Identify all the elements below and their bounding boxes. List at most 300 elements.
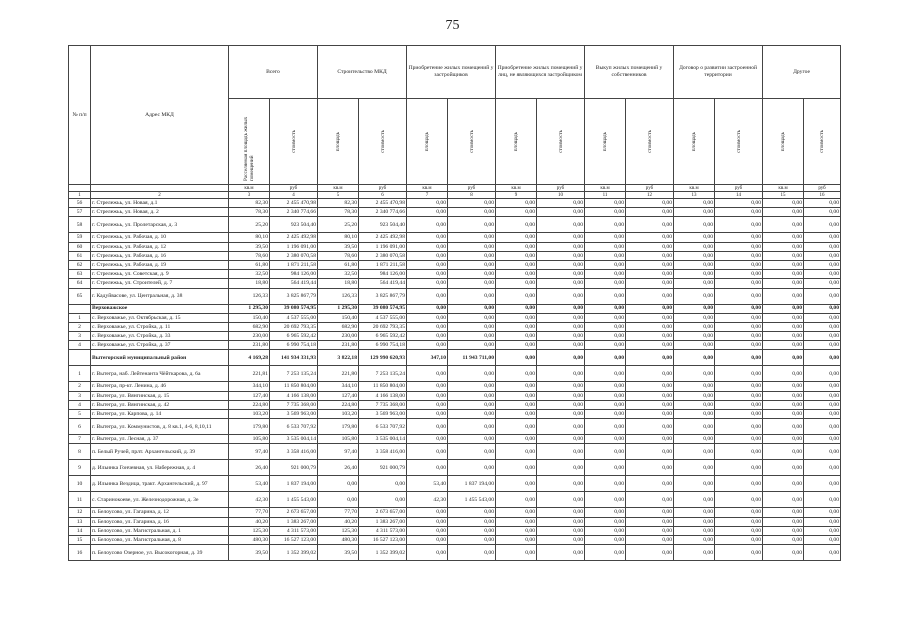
row-value: 0,00	[585, 460, 626, 476]
row-number: 3	[69, 391, 91, 400]
row-value: 0,00	[804, 199, 841, 208]
row-value: 0,00	[715, 460, 763, 476]
table-body	[69, 199, 841, 561]
row-value: 0,00	[804, 492, 841, 508]
row-value: 0,00	[448, 366, 496, 382]
row-value: 0,00	[763, 260, 804, 269]
row-value: 0,00	[674, 508, 715, 517]
table-row	[69, 260, 841, 269]
row-value: 0,00	[763, 460, 804, 476]
row-value: 78,30	[318, 208, 359, 217]
row-value: 0,00	[585, 217, 626, 233]
row-value: 0,00	[537, 313, 585, 322]
row-value: 0,00	[448, 288, 496, 304]
row-number: 64	[69, 279, 91, 288]
row-value: 0,00	[537, 517, 585, 526]
row-address: г. Стрележьь, ул. Рабочая, д. 19	[91, 260, 229, 269]
row-value: 1 455 543,00	[270, 492, 318, 508]
row-value: 0,00	[804, 508, 841, 517]
row-value: 2 380 070,58	[270, 251, 318, 260]
row-number: 63	[69, 270, 91, 279]
header-group-territory: Договор о развитии застроенной территории	[674, 46, 763, 99]
row-value: 0,00	[626, 545, 674, 561]
row-value: 0,00	[448, 322, 496, 331]
row-number: 4	[69, 341, 91, 350]
row-value: 0,00	[715, 492, 763, 508]
row-value: 0,00	[448, 270, 496, 279]
row-value: 0,00	[537, 460, 585, 476]
row-value: 0,00	[448, 242, 496, 251]
row-value: 0,00	[763, 526, 804, 535]
row-address: д. Ильинка Вездица, тракт. Архангельский, д. 97	[91, 476, 229, 492]
units-cell	[69, 185, 91, 192]
row-value: 0,00	[407, 199, 448, 208]
row-value: 0,00	[674, 242, 715, 251]
header-sub	[448, 99, 496, 185]
row-value: 39,50	[318, 242, 359, 251]
row-value: 921 000,79	[359, 460, 407, 476]
row-value: 0,00	[318, 476, 359, 492]
row-value: 97,40	[318, 444, 359, 460]
header-groups-row	[69, 46, 841, 99]
row-value: 0,00	[585, 341, 626, 350]
row-value: 20 692 793,35	[359, 322, 407, 331]
column-number: 8	[448, 192, 496, 199]
row-value: 0,00	[448, 391, 496, 400]
row-value: 0,00	[715, 400, 763, 409]
row-value: 7 735 368,00	[270, 400, 318, 409]
row-value: 0,00	[715, 444, 763, 460]
table-row	[69, 391, 841, 400]
row-value: 20 692 793,35	[270, 322, 318, 331]
row-value: 0,00	[537, 260, 585, 269]
units-cell: кв.м	[496, 185, 537, 192]
units-cell: руб	[804, 185, 841, 192]
column-number: 13	[674, 192, 715, 199]
row-number: 12	[69, 508, 91, 517]
row-value: 0,00	[763, 517, 804, 526]
row-value: 0,00	[407, 435, 448, 444]
table-row	[69, 332, 841, 341]
row-value: 0,00	[585, 476, 626, 492]
row-value: 564 419,44	[270, 279, 318, 288]
row-value: 0,00	[448, 233, 496, 242]
row-address: г. Вытегра, ул. Вянгинская, д. 42	[91, 400, 229, 409]
row-value: 7 253 135,24	[270, 366, 318, 382]
row-value: 0,00	[626, 350, 674, 366]
row-value: 0,00	[804, 350, 841, 366]
header-no: № п/п	[69, 46, 91, 185]
row-value: 0,00	[448, 304, 496, 313]
row-value: 564 419,44	[359, 279, 407, 288]
row-value: 0,00	[448, 508, 496, 517]
row-value: 0,00	[674, 476, 715, 492]
row-value: 1 352 399,02	[359, 545, 407, 561]
column-number: 1	[69, 192, 91, 199]
row-address: п. Белоусово, ул. Магистральная, д. 1	[91, 526, 229, 535]
row-value: 0,00	[763, 435, 804, 444]
row-value: 0,00	[804, 233, 841, 242]
row-value: 0,00	[804, 270, 841, 279]
row-address: г. Вытегра, ул. Коммунистов, д. 8 кв.1, 4-6, 8,10,11	[91, 419, 229, 435]
table-row	[69, 444, 841, 460]
row-value: 2 380 070,58	[359, 251, 407, 260]
row-address: г. Вытегра, ул. Карпова, д. 14	[91, 410, 229, 419]
row-value: 125,30	[229, 526, 270, 535]
row-value: 923 504,40	[270, 217, 318, 233]
table-row	[69, 508, 841, 517]
row-value: 0,00	[715, 242, 763, 251]
row-address: с. Верховажье, ул. Стройка, д. 33	[91, 332, 229, 341]
row-value: 39,50	[229, 242, 270, 251]
table-row	[69, 492, 841, 508]
column-number: 11	[585, 192, 626, 199]
row-value: 0,00	[763, 545, 804, 561]
row-value: 0,00	[407, 391, 448, 400]
row-value: 0,00	[626, 526, 674, 535]
row-value: 103,20	[318, 410, 359, 419]
row-value: 0,00	[496, 492, 537, 508]
table-row	[69, 382, 841, 391]
row-number: 58	[69, 217, 91, 233]
row-value: 0,00	[585, 366, 626, 382]
row-value: 0,00	[585, 400, 626, 409]
row-value: 0,00	[674, 460, 715, 476]
row-number: 14	[69, 526, 91, 535]
row-value: 0,00	[626, 251, 674, 260]
row-value: 0,00	[626, 400, 674, 409]
row-value: 347,10	[407, 350, 448, 366]
row-value: 2 340 774,66	[359, 208, 407, 217]
row-address: п. Белоусово, ул. Гагарина, д. 16	[91, 517, 229, 526]
row-value: 26,40	[318, 460, 359, 476]
row-value: 0,00	[715, 279, 763, 288]
header-sub-label: площадь	[602, 131, 609, 152]
units-cell: руб	[715, 185, 763, 192]
row-value: 0,00	[496, 382, 537, 391]
column-number: 9	[496, 192, 537, 199]
row-value: 0,00	[674, 233, 715, 242]
row-value: 0,00	[763, 322, 804, 331]
row-value: 0,00	[674, 260, 715, 269]
row-value: 0,00	[674, 251, 715, 260]
row-value: 0,00	[674, 341, 715, 350]
header-sub-label: стоимость	[468, 130, 475, 153]
row-address: г. Вытегра, пр-кт. Ленина, д. 46	[91, 382, 229, 391]
row-value: 0,00	[804, 260, 841, 269]
row-value: 0,00	[674, 288, 715, 304]
row-value: 0,00	[537, 217, 585, 233]
row-number: 2	[69, 322, 91, 331]
row-value: 0,00	[763, 476, 804, 492]
row-value: 0,00	[715, 526, 763, 535]
row-value: 25,20	[229, 217, 270, 233]
row-value: 0,00	[626, 517, 674, 526]
units-cell: руб	[537, 185, 585, 192]
row-value: 80,10	[229, 233, 270, 242]
row-value: 0,00	[804, 251, 841, 260]
row-value: 179,80	[318, 419, 359, 435]
row-value: 0,00	[674, 545, 715, 561]
row-value: 39,50	[318, 545, 359, 561]
row-value: 0,00	[537, 270, 585, 279]
row-value: 0,00	[448, 517, 496, 526]
row-value: 179,80	[229, 419, 270, 435]
row-value: 61,80	[229, 260, 270, 269]
row-value: 1 196 091,00	[270, 242, 318, 251]
row-address: г. Стрележьь, ул. Строителей, д. 7	[91, 279, 229, 288]
row-value: 0,00	[537, 366, 585, 382]
row-value: 0,00	[626, 492, 674, 508]
row-value: 0,00	[407, 304, 448, 313]
header-sub	[359, 99, 407, 185]
row-value: 0,00	[537, 251, 585, 260]
row-address: п. Белоусово Озерное, ул. Высокогорная, д. 39	[91, 545, 229, 561]
column-number: 10	[537, 192, 585, 199]
row-value: 0,00	[537, 199, 585, 208]
row-value: 682,90	[229, 322, 270, 331]
row-value: 0,00	[448, 341, 496, 350]
row-value: 0,00	[537, 476, 585, 492]
row-number: 9	[69, 460, 91, 476]
row-value: 0,00	[407, 332, 448, 341]
row-value: 26,40	[229, 460, 270, 476]
row-value: 0,00	[496, 313, 537, 322]
row-value: 0,00	[496, 199, 537, 208]
row-value: 0,00	[585, 332, 626, 341]
resettlement-table	[68, 45, 841, 561]
row-value: 0,00	[626, 279, 674, 288]
header-group-other: Другое	[763, 46, 841, 99]
row-value: 6 965 592,42	[359, 332, 407, 341]
row-value: 0,00	[626, 366, 674, 382]
row-value: 6 990 754,18	[270, 341, 318, 350]
row-number: 62	[69, 260, 91, 269]
header-sub-label: площадь	[780, 131, 787, 152]
row-value: 0,00	[537, 526, 585, 535]
row-value: 0,00	[318, 492, 359, 508]
row-value: 0,00	[496, 270, 537, 279]
row-number: 56	[69, 199, 91, 208]
row-number	[69, 350, 91, 366]
row-value: 0,00	[674, 492, 715, 508]
row-value: 1 455 543,00	[448, 492, 496, 508]
row-value: 0,00	[715, 288, 763, 304]
row-value: 2 425 492,98	[270, 233, 318, 242]
header-sub	[407, 99, 448, 185]
row-value: 0,00	[537, 322, 585, 331]
row-address: г. Кадуйвасове, ул. Центральная, д. 38	[91, 288, 229, 304]
row-value: 0,00	[496, 444, 537, 460]
row-value: 6 990 754,18	[359, 341, 407, 350]
row-value: 0,00	[715, 350, 763, 366]
row-value: 0,00	[626, 322, 674, 331]
row-address: г. Стрележьь, ул. Рабочая, д. 10	[91, 233, 229, 242]
row-value: 0,00	[407, 460, 448, 476]
row-value: 0,00	[763, 410, 804, 419]
row-value: 0,00	[715, 545, 763, 561]
row-value: 97,40	[229, 444, 270, 460]
row-value: 39 080 574,95	[359, 304, 407, 313]
row-value: 0,00	[537, 444, 585, 460]
row-value: 3 358 416,00	[359, 444, 407, 460]
row-value: 105,80	[318, 435, 359, 444]
row-value: 0,00	[804, 382, 841, 391]
row-value: 0,00	[674, 322, 715, 331]
row-value: 0,00	[674, 435, 715, 444]
row-value: 80,10	[318, 233, 359, 242]
row-value: 77,70	[318, 508, 359, 517]
row-value: 0,00	[804, 535, 841, 544]
row-value: 0,00	[715, 270, 763, 279]
table-row	[69, 517, 841, 526]
row-value: 0,00	[585, 270, 626, 279]
row-value: 0,00	[674, 208, 715, 217]
row-value: 0,00	[763, 313, 804, 322]
units-cell: руб	[270, 185, 318, 192]
row-value: 0,00	[407, 444, 448, 460]
row-value: 682,90	[318, 322, 359, 331]
row-value: 0,00	[407, 251, 448, 260]
row-value: 230,00	[229, 332, 270, 341]
row-number: 10	[69, 476, 91, 492]
column-number: 5	[318, 192, 359, 199]
table-row	[69, 526, 841, 535]
row-value: 0,00	[715, 391, 763, 400]
row-value: 0,00	[585, 517, 626, 526]
row-number: 57	[69, 208, 91, 217]
row-value: 0,00	[407, 341, 448, 350]
row-value: 0,00	[585, 444, 626, 460]
row-value: 0,00	[537, 419, 585, 435]
row-value: 0,00	[448, 279, 496, 288]
row-value: 0,00	[585, 545, 626, 561]
units-cell: кв.м	[674, 185, 715, 192]
row-value: 82,30	[229, 199, 270, 208]
header-sub	[318, 99, 359, 185]
row-value: 0,00	[626, 233, 674, 242]
row-value: 0,00	[407, 366, 448, 382]
row-value: 0,00	[626, 410, 674, 419]
row-value: 0,00	[585, 199, 626, 208]
header-group-nondeveloper: Приобретение жилых помещений у лиц, не являющихся застройщиком	[496, 46, 585, 99]
row-value: 1 837 194,00	[270, 476, 318, 492]
row-value: 0,00	[763, 199, 804, 208]
row-number: 4	[69, 400, 91, 409]
row-value: 103,20	[229, 410, 270, 419]
row-value: 0,00	[626, 382, 674, 391]
row-value: 18,80	[318, 279, 359, 288]
row-value: 0,00	[496, 535, 537, 544]
column-number: 2	[91, 192, 229, 199]
row-value: 0,00	[674, 400, 715, 409]
row-value: 0,00	[359, 492, 407, 508]
row-value: 0,00	[359, 476, 407, 492]
row-value: 0,00	[537, 410, 585, 419]
row-value: 0,00	[626, 535, 674, 544]
row-address: п. Белоусово, ул. Магистральная, д. 8	[91, 535, 229, 544]
row-value: 0,00	[496, 410, 537, 419]
row-value: 0,00	[585, 313, 626, 322]
row-value: 0,00	[537, 492, 585, 508]
row-value: 0,00	[674, 199, 715, 208]
row-number: 3	[69, 332, 91, 341]
row-value: 4 169,28	[229, 350, 270, 366]
header-sub	[626, 99, 674, 185]
row-value: 0,00	[585, 391, 626, 400]
row-value: 78,60	[318, 251, 359, 260]
table-row	[69, 217, 841, 233]
row-address: г. Вытегра, ул. Лесная, д. 37	[91, 435, 229, 444]
row-value: 0,00	[626, 260, 674, 269]
row-value: 0,00	[763, 270, 804, 279]
row-value: 0,00	[763, 341, 804, 350]
row-value: 1 871 211,58	[359, 260, 407, 269]
row-value: 0,00	[715, 476, 763, 492]
row-value: 0,00	[407, 410, 448, 419]
row-value: 150,40	[229, 313, 270, 322]
header-sub-label: Расселяемая площадь жилых помещений	[243, 116, 255, 181]
row-value: 0,00	[715, 341, 763, 350]
row-value: 231,80	[318, 341, 359, 350]
row-value: 0,00	[448, 444, 496, 460]
row-value: 0,00	[763, 208, 804, 217]
header-sub	[229, 99, 270, 185]
row-value: 0,00	[674, 304, 715, 313]
row-value: 0,00	[674, 350, 715, 366]
row-value: 221,81	[229, 366, 270, 382]
row-value: 0,00	[763, 382, 804, 391]
row-value: 0,00	[804, 332, 841, 341]
row-value: 0,00	[496, 288, 537, 304]
header-sub-label: площадь	[335, 131, 341, 152]
table-row	[69, 476, 841, 492]
row-value: 0,00	[407, 535, 448, 544]
row-number: 2	[69, 382, 91, 391]
column-number: 16	[804, 192, 841, 199]
row-value: 0,00	[763, 288, 804, 304]
row-value: 0,00	[674, 366, 715, 382]
row-address: г. Вытегра, наб. Лейтенанта Чёйткарова, д. 6а	[91, 366, 229, 382]
row-value: 0,00	[763, 304, 804, 313]
row-value: 0,00	[674, 526, 715, 535]
row-value: 0,00	[804, 288, 841, 304]
row-value: 141 934 331,93	[270, 350, 318, 366]
row-address: п. Белоусово, ул. Гагарина, д. 12	[91, 508, 229, 517]
row-value: 0,00	[585, 419, 626, 435]
row-address: г. Стрележьь, ул. Новая, д.1	[91, 199, 229, 208]
row-value: 0,00	[804, 217, 841, 233]
row-value: 0,00	[674, 279, 715, 288]
row-value: 0,00	[407, 217, 448, 233]
units-cell: кв.м	[318, 185, 359, 192]
row-value: 0,00	[763, 279, 804, 288]
row-value: 0,00	[715, 410, 763, 419]
row-value: 0,00	[674, 332, 715, 341]
header-address: Адрес МКД	[91, 46, 229, 185]
row-value: 4 166 138,00	[359, 391, 407, 400]
table-row	[69, 313, 841, 322]
row-value: 0,00	[715, 199, 763, 208]
row-number: 1	[69, 366, 91, 382]
row-value: 11 943 711,00	[448, 350, 496, 366]
row-value: 0,00	[804, 341, 841, 350]
row-value: 0,00	[448, 435, 496, 444]
row-value: 0,00	[626, 270, 674, 279]
row-address: Верховажское	[91, 304, 229, 313]
units-cell: кв.м	[585, 185, 626, 192]
row-value: 0,00	[496, 435, 537, 444]
